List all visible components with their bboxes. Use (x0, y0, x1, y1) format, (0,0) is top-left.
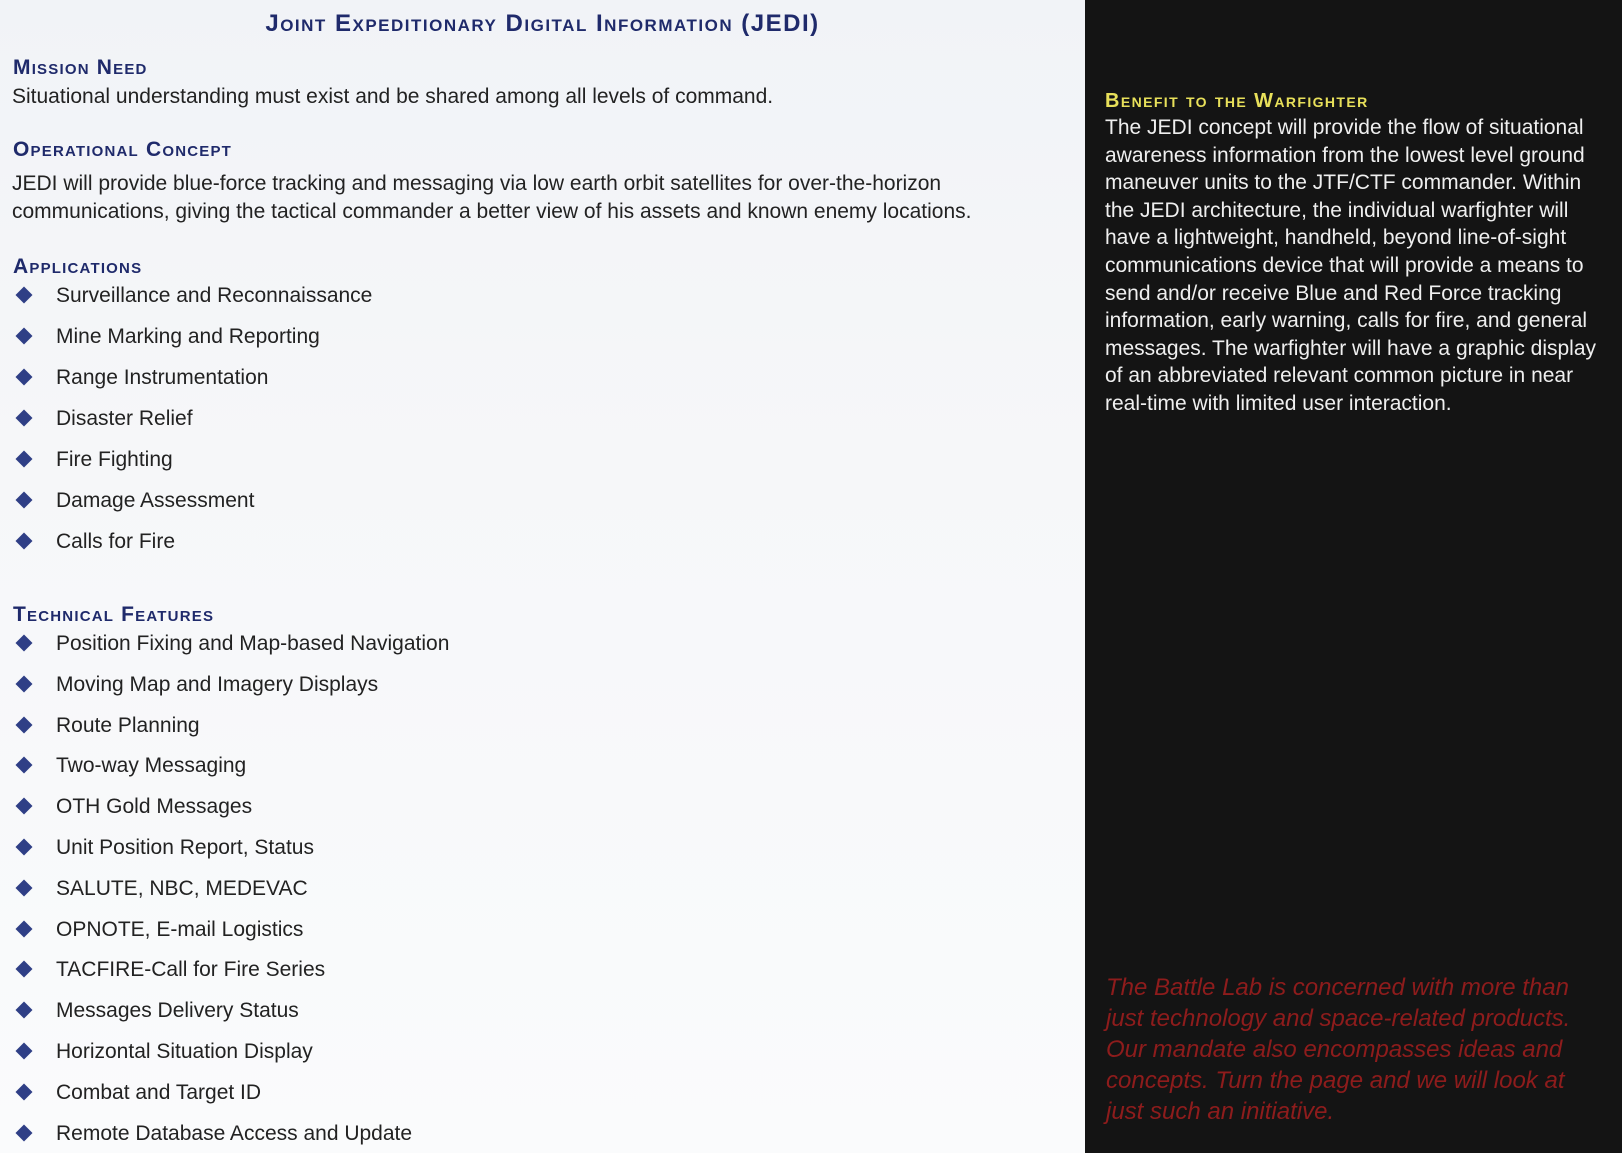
diamond-bullet-icon (16, 1042, 33, 1059)
page-title: Joint Expeditionary Digital Information (JEDI) (265, 10, 820, 37)
applications-heading: Applications (13, 255, 143, 278)
benefit-text: The JEDI concept will provide the flow of situational awareness information from the lowest level ground maneuver units to the JTF/CTF commander. Within the JEDI architecture, the individual warfighter will have a lightweight, handheld, beyond line-of-sight communications device that will provide a means to send and/or receive Blue and Red Force tracking information, early warning, calls for fire, and general messages. The warfighter will have a graphic display of an abbreviated relevant common picture in near real-time with limited user interaction. (1105, 116, 1597, 415)
diamond-bullet-icon (16, 328, 33, 345)
list-item: Damage Assessment (14, 489, 372, 530)
list-item: Remote Database Access and Update (14, 1122, 449, 1162)
diamond-bullet-icon (16, 798, 33, 815)
list-item: Unit Position Report, Status (14, 836, 449, 877)
mission-need-text: Situational understanding must exist and be shared among all levels of command. (12, 85, 774, 108)
list-item: TACFIRE-Call for Fire Series (14, 958, 449, 999)
technical-features-list (14, 632, 449, 1162)
mission-need-heading: Mission Need (13, 56, 148, 79)
list-item: Fire Fighting (14, 448, 372, 489)
list-item: Two-way Messaging (14, 754, 449, 795)
list-item: Horizontal Situation Display (14, 1040, 449, 1081)
diamond-bullet-icon (16, 961, 33, 978)
diamond-bullet-icon (16, 1083, 33, 1100)
list-item: Messages Delivery Status (14, 999, 449, 1040)
list-item: Range Instrumentation (14, 366, 372, 407)
list-item: SALUTE, NBC, MEDEVAC (14, 877, 449, 918)
list-item: Surveillance and Reconnaissance (14, 284, 372, 325)
diamond-bullet-icon (16, 838, 33, 855)
diamond-bullet-icon (16, 492, 33, 509)
list-item: Route Planning (14, 714, 449, 755)
diamond-bullet-icon (16, 1002, 33, 1019)
operational-concept-heading: Operational Concept (13, 138, 233, 161)
list-item: Calls for Fire (14, 530, 372, 571)
operational-concept-text: JEDI will provide blue-force tracking and messaging via low earth orbit satellites for over-the-horizon communications, giving the tactical commander a better view of his assets and known enemy locations. (12, 172, 972, 223)
battle-lab-quote: The Battle Lab is concerned with more than just technology and space-related products. Our mandate also encompasses ideas and concepts. Turn the page and we will look at just such an initiative. (1106, 974, 1571, 1125)
diamond-bullet-icon (16, 675, 33, 692)
list-item: Disaster Relief (14, 407, 372, 448)
list-item: Moving Map and Imagery Displays (14, 673, 449, 714)
diamond-bullet-icon (16, 920, 33, 937)
list-item: Mine Marking and Reporting (14, 325, 372, 366)
applications-list (14, 284, 372, 571)
diamond-bullet-icon (16, 757, 33, 774)
diamond-bullet-icon (16, 287, 33, 304)
technical-features-heading: Technical Features (13, 603, 215, 626)
benefit-heading: Benefit to the Warfighter (1105, 90, 1369, 112)
diamond-bullet-icon (16, 879, 33, 896)
list-item: Position Fixing and Map-based Navigation (14, 632, 449, 673)
diamond-bullet-icon (16, 533, 33, 550)
diamond-bullet-icon (16, 369, 33, 386)
diamond-bullet-icon (16, 635, 33, 652)
diamond-bullet-icon (16, 451, 33, 468)
diamond-bullet-icon (16, 1124, 33, 1141)
list-item: OTH Gold Messages (14, 795, 449, 836)
diamond-bullet-icon (16, 410, 33, 427)
list-item: OPNOTE, E-mail Logistics (14, 918, 449, 959)
diamond-bullet-icon (16, 716, 33, 733)
list-item: Combat and Target ID (14, 1081, 449, 1122)
